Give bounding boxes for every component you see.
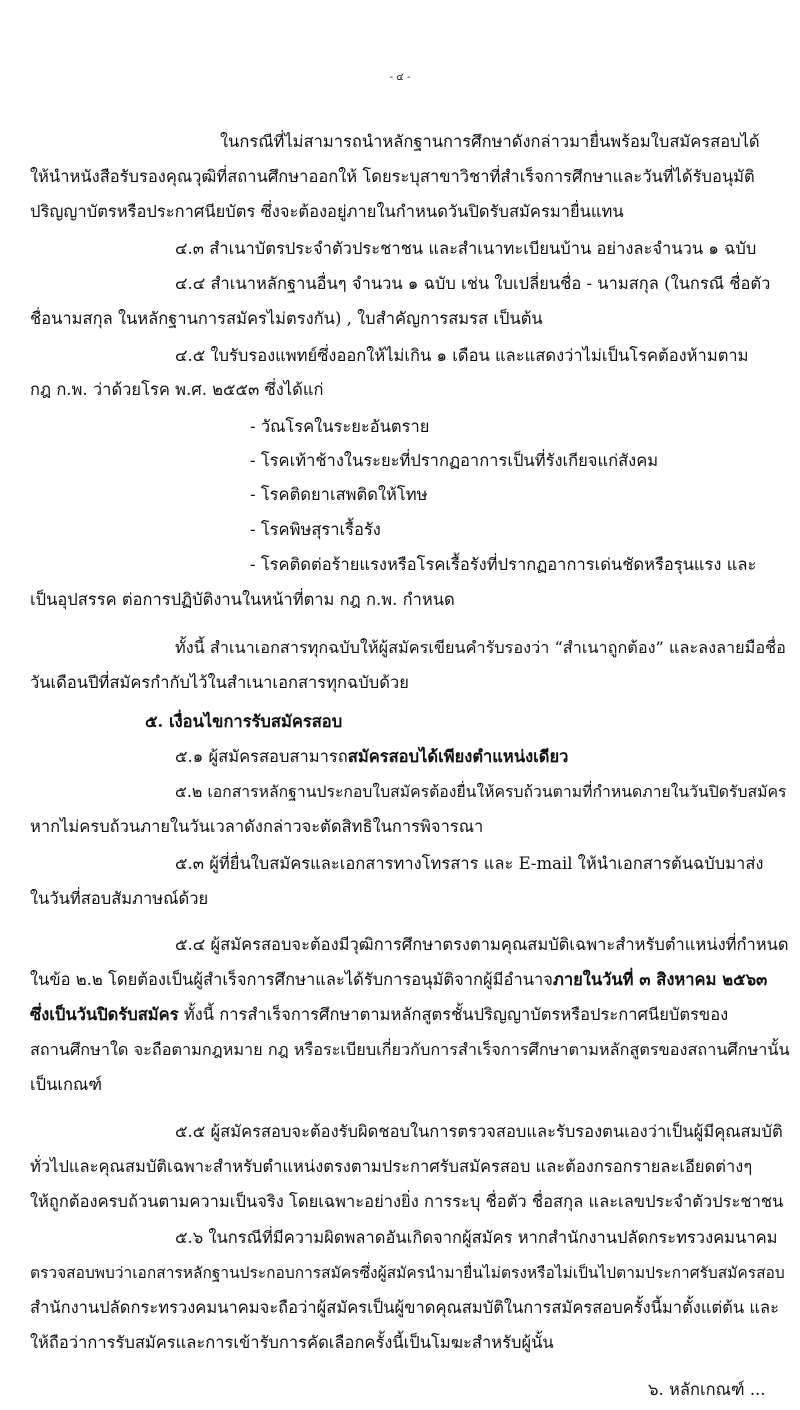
section-5-1 [175, 745, 568, 769]
section-5-4-closing-note: ซึ่งเป็นวันปิดรับสมัคร [30, 1005, 179, 1024]
disease-item: - โรคติดต่อร้ายแรงหรือโรคเรื้อรังที่ปรากฏอาการเด่นชัดหรือรุนแรง และ [250, 555, 757, 574]
s4-2-cont-line-2: ให้นำหนังสือรับรองคุณวุฒิที่สถานศึกษาออกให้ โดยระบุสาขาวิชาที่สำเร็จการศึกษาและวันที่ได้รับอนุมัติ [30, 167, 755, 186]
section-5-4-line-1: ๕.๔ ผู้สมัครสอบจะต้องมีวุฒิการศึกษาตรงตามคุณสมบัติเฉพาะสำหรับตำแหน่งที่กำหนด [175, 935, 789, 954]
section-4-4-line-2: ชื่อนามสกุล ในหลักฐานการสมัครไม่ตรงกัน) , ใบสำคัญการสมรส เป็นต้น [30, 309, 543, 328]
section-5-2-line-2: หากไม่ครบถ้วนภายในวันเวลาดังกล่าวจะตัดสิทธิในการพิจารณา [30, 817, 484, 836]
section-5-5-line-1: ๕.๕ ผู้สมัครสอบจะต้องรับผิดชอบในการตรวจสอบและรับรองตนเองว่าเป็นผู้มีคุณสมบัติ [175, 1122, 783, 1141]
disease-item: - วัณโรคในระยะอันตราย [250, 417, 430, 436]
section-5-3-line-2: ในวันที่สอบสัมภาษณ์ด้วย [30, 889, 209, 908]
continuation-marker: ๖. หลักเกณฑ์ ... [648, 1380, 766, 1399]
page-number: - ๔ - [389, 72, 411, 83]
section-5-5-line-3: ให้ถูกต้องครบถ้วนตามความเป็นจริง โดยเฉพาะอย่างยิ่ง การระบุ ชื่อตัว ชื่อสกุล และเลขประจำตัวประชาชน [30, 1192, 784, 1211]
note-line-1: ทั้งนี้ สำเนาเอกสารทุกฉบับให้ผู้สมัครเขียนคำรับรองว่า “สำเนาถูกต้อง” และลงลายมือชื่อ [175, 638, 786, 657]
s4-2-cont-line-3: ปริญญาบัตรหรือประกาศนียบัตร ซึ่งจะต้องอยู่ภายในกำหนดวันปิดรับสมัครมายื่นแทน [30, 202, 624, 221]
section-5-4-deadline: ภายในวันที่ ๓ สิงหาคม ๒๕๖๓ [552, 970, 768, 989]
disease-item: - โรคเท้าช้างในระยะที่ปรากฏอาการเป็นที่รังเกียจแก่สังคม [250, 451, 659, 470]
section-5-4-line-3 [30, 1003, 728, 1027]
s4-2-cont-line-1: ในกรณีที่ไม่สามารถนำหลักฐานการศึกษาดังกล่าวมายื่นพร้อมใบสมัครสอบได้ [220, 132, 760, 151]
section-5-6-line-4: ให้ถือว่าการรับสมัครและการเข้ารับการคัดเลือกครั้งนี้เป็นโมฆะสำหรับผู้นั้น [30, 1333, 554, 1352]
section-5-4-text: ในข้อ ๒.๒ โดยต้องเป็นผู้สำเร็จการศึกษาและได้รับการอนุมัติจากผู้มีอำนาจ [30, 970, 553, 989]
section-5-2-line-1: ๕.๒ เอกสารหลักฐานประกอบใบสมัครต้องยื่นให้ครบถ้วนตามที่กำหนดภายในวันปิดรับสมัคร [175, 782, 787, 801]
section-4-5-line-3: เป็นอุปสรรค ต่อการปฏิบัติงานในหน้าที่ตาม กฎ ก.พ. กำหนด [30, 590, 455, 609]
section-4-5-line-2: กฎ ก.พ. ว่าด้วยโรค พ.ศ. ๒๕๕๓ ซึ่งได้แก่ [30, 380, 324, 399]
disease-item: - โรคพิษสุราเรื้อรัง [250, 520, 381, 539]
disease-item: - โรคติดยาเสพติดให้โทษ [250, 485, 428, 504]
section-5-4-line-5: เป็นเกณฑ์ [30, 1075, 103, 1094]
section-5-1-bold: สมัครสอบได้เพียงตำแหน่งเดียว [347, 747, 569, 766]
section-4-5-line-1: ๔.๕ ใบรับรองแพทย์ซึ่งออกให้ไม่เกิน ๑ เดือน และแสดงว่าไม่เป็นโรคต้องห้ามตาม [175, 346, 749, 365]
section-5-6-line-3: สำนักงานปลัดกระทรวงคมนาคมจะถือว่าผู้สมัครเป็นผู้ขาดคุณสมบัติในการสมัครสอบครั้งนี้มาตั้งแต่ต้น และ [30, 1298, 780, 1317]
section-5-6-line-2: ตรวจสอบพบว่าเอกสารหลักฐานประกอบการสมัครซึ่งผู้สมัครนำมายื่นไม่ตรงหรือไม่เป็นไปตามประกาศรับสมัครสอบ [30, 1264, 785, 1282]
note-line-2: วันเดือนปีที่สมัครกำกับไว้ในสำเนาเอกสารทุกฉบับด้วย [30, 673, 409, 692]
section-5-4-line-4: สถานศึกษาใด จะถือตามกฎหมาย กฎ หรือระเบียบเกี่ยวกับการสำเร็จการศึกษาตามหลักสูตรของสถานศึกษานั้น [30, 1040, 790, 1059]
section-5-1-text: ๕.๑ ผู้สมัครสอบสามารถ [175, 747, 348, 766]
section-5-5-line-2: ทั่วไปและคุณสมบัติเฉพาะสำหรับตำแหน่งตรงตามประกาศรับสมัครสอบ และต้องกรอกรายละเอียดต่างๆ [30, 1157, 753, 1176]
section-5-4-line-2 [30, 968, 767, 992]
section-4-3: ๔.๓ สำเนาบัตรประจำตัวประชาชน และสำเนาทะเบียนบ้าน อย่างละจำนวน ๑ ฉบับ [175, 239, 757, 258]
section-5-3-line-1: ๕.๓ ผู้ที่ยื่นใบสมัครและเอกสารทางโทรสาร และ E-mail ให้นำเอกสารต้นฉบับมาส่ง [175, 854, 764, 873]
section-4-4-line-1: ๔.๔ สำเนาหลักฐานอื่นๆ จำนวน ๑ ฉบับ เช่น ใบเปลี่ยนชื่อ - นามสกุล (ในกรณี ชื่อตัว [175, 274, 771, 293]
section-5-heading: ๕. เงื่อนไขการรับสมัครสอบ [145, 712, 343, 731]
section-5-6-line-1: ๕.๖ ในกรณีที่มีความผิดพลาดอันเกิดจากผู้สมัคร หากสำนักงานปลัดกระทรวงคมนาคม [175, 1228, 778, 1247]
section-5-4-text: ทั้งนี้ การสำเร็จการศึกษาตามหลักสูตรชั้นปริญญาบัตรหรือประกาศนียบัตรของ [178, 1005, 729, 1024]
